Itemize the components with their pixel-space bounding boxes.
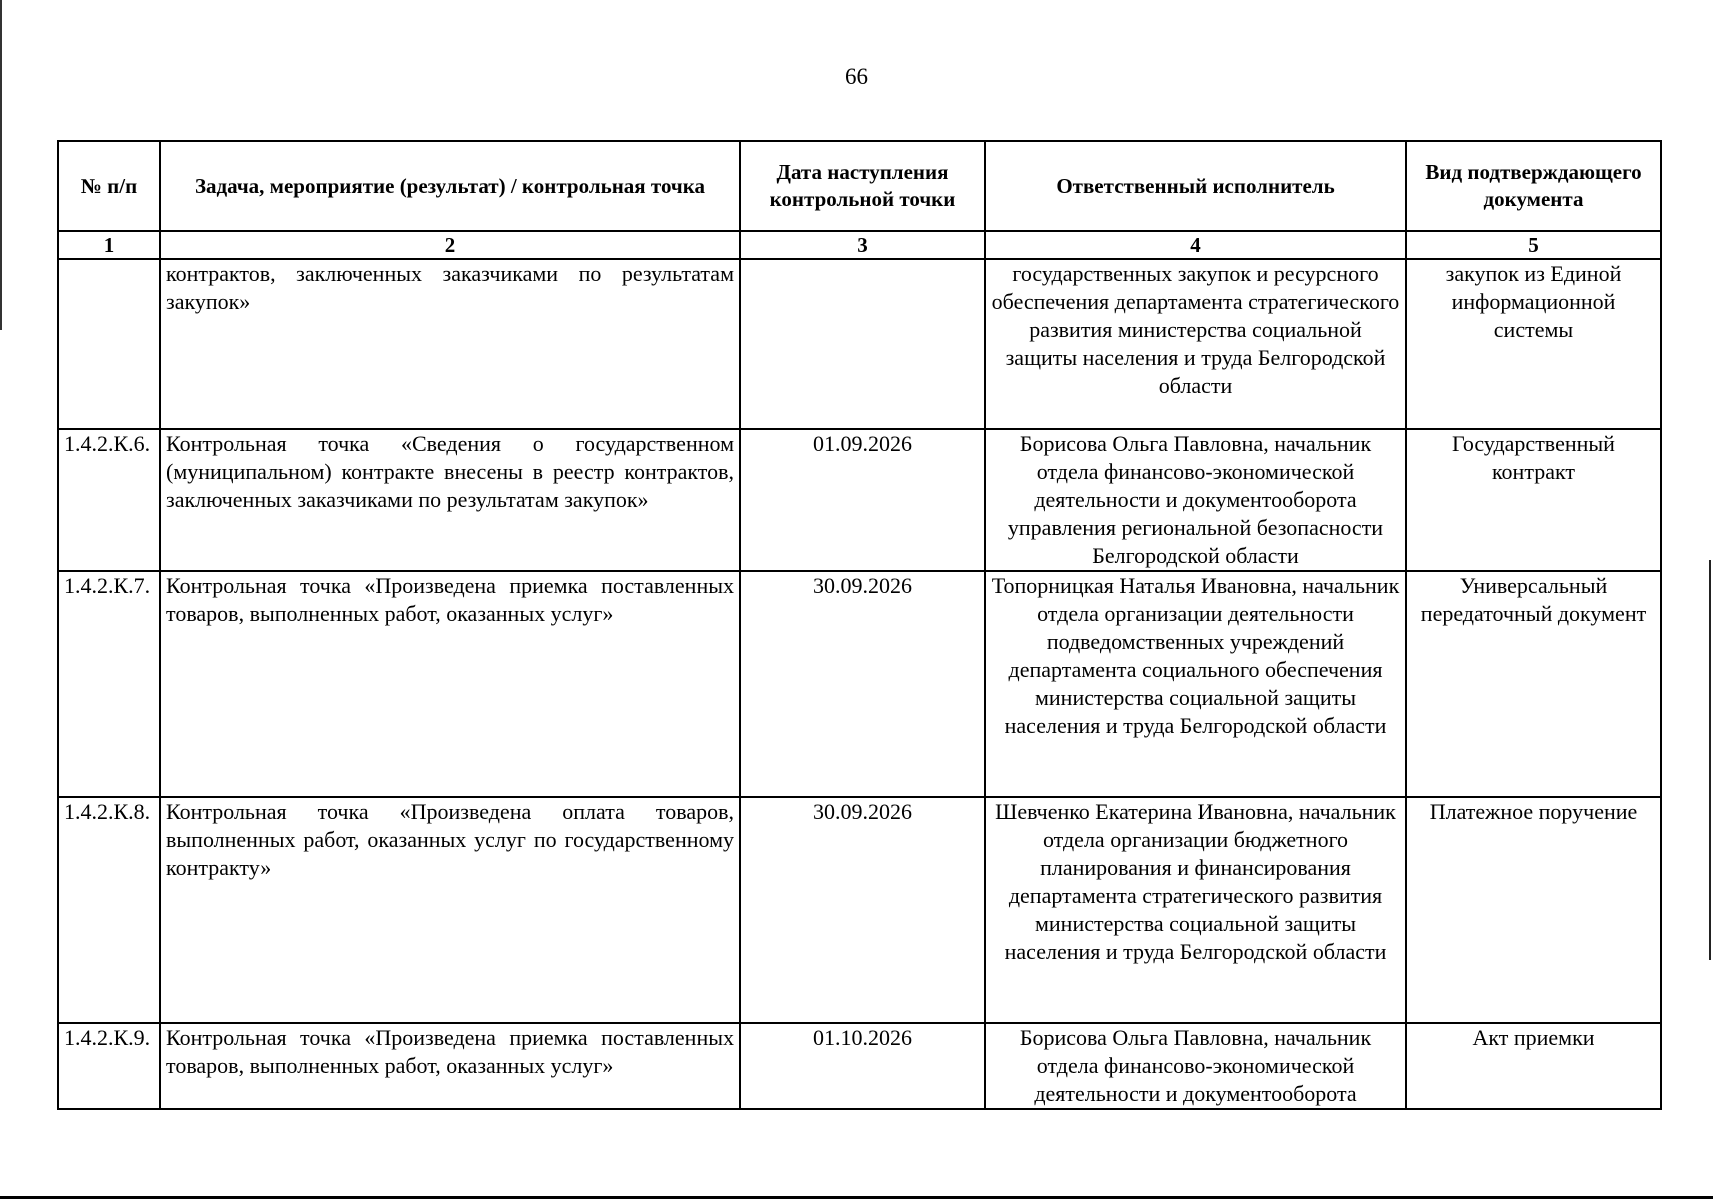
row-document: Государственный контракт [1406,429,1661,571]
row-task: Контрольная точка «Произведена приемка поставленных товаров, выполненных работ, оказанных услуг» [160,1023,740,1109]
row-number [58,259,160,429]
header-executor: Ответственный исполнитель [985,141,1406,231]
header-date: Дата наступления контрольной точки [740,141,985,231]
table-header-row [58,141,1661,231]
column-number: 1 [58,231,160,259]
scan-edge-right [1709,560,1711,960]
row-executor: Борисова Ольга Павловна, начальник отдела финансово-экономической деятельности и документооборота управления региональной безопасности Белгородской области [985,429,1406,571]
row-task: Контрольная точка «Сведения о государственном (муниципальном) контракте внесены в реестр контрактов, заключенных заказчиками по результатам закупок» [160,429,740,571]
table-row [58,797,1661,1023]
row-executor: государственных закупок и ресурсного обеспечения департамента стратегического развития министерства социальной защиты населения и труда Белгородской области [985,259,1406,429]
scan-edge-left [0,0,2,330]
column-number: 4 [985,231,1406,259]
column-number-row [58,231,1661,259]
table-row [58,429,1661,571]
table-row [58,259,1661,429]
row-executor: Шевченко Екатерина Ивановна, начальник отдела организации бюджетного планирования и финансирования департамента стратегического развития министерства социальной защиты населения и труда Белгородской области [985,797,1406,1023]
row-date [740,259,985,429]
page-number: 66 [845,64,868,89]
row-date: 30.09.2026 [740,571,985,797]
row-executor: Топорницкая Наталья Ивановна, начальник отдела организации деятельности подведомственных учреждений департамента социального обеспечения министерства социальной защиты населения и труда Белгородской области [985,571,1406,797]
row-document: Платежное поручение [1406,797,1661,1023]
row-executor: Борисова Ольга Павловна, начальник отдела финансово-экономической деятельности и документооборота [985,1023,1406,1109]
row-date: 01.09.2026 [740,429,985,571]
column-number: 5 [1406,231,1661,259]
table-row [58,571,1661,797]
row-number: 1.4.2.К.6. [58,429,160,571]
row-date: 30.09.2026 [740,797,985,1023]
header-num: № п/п [58,141,160,231]
scan-edge-bottom [0,1196,1713,1199]
column-number: 2 [160,231,740,259]
row-date: 01.10.2026 [740,1023,985,1109]
column-number: 3 [740,231,985,259]
row-number: 1.4.2.К.8. [58,797,160,1023]
row-document: Универсальный передаточный документ [1406,571,1661,797]
table-row [58,1023,1661,1109]
row-number: 1.4.2.К.9. [58,1023,160,1109]
control-points-table [57,140,1662,1110]
row-task: Контрольная точка «Произведена оплата товаров, выполненных работ, оказанных услуг по государственному контракту» [160,797,740,1023]
row-document: закупок из Единой информационной системы [1406,259,1661,429]
row-document: Акт приемки [1406,1023,1661,1109]
row-task: контрактов, заключенных заказчиками по результатам закупок» [160,259,740,429]
row-task: Контрольная точка «Произведена приемка поставленных товаров, выполненных работ, оказанных услуг» [160,571,740,797]
header-task: Задача, мероприятие (результат) / контрольная точка [160,141,740,231]
row-number: 1.4.2.К.7. [58,571,160,797]
header-document: Вид подтверждающего документа [1406,141,1661,231]
